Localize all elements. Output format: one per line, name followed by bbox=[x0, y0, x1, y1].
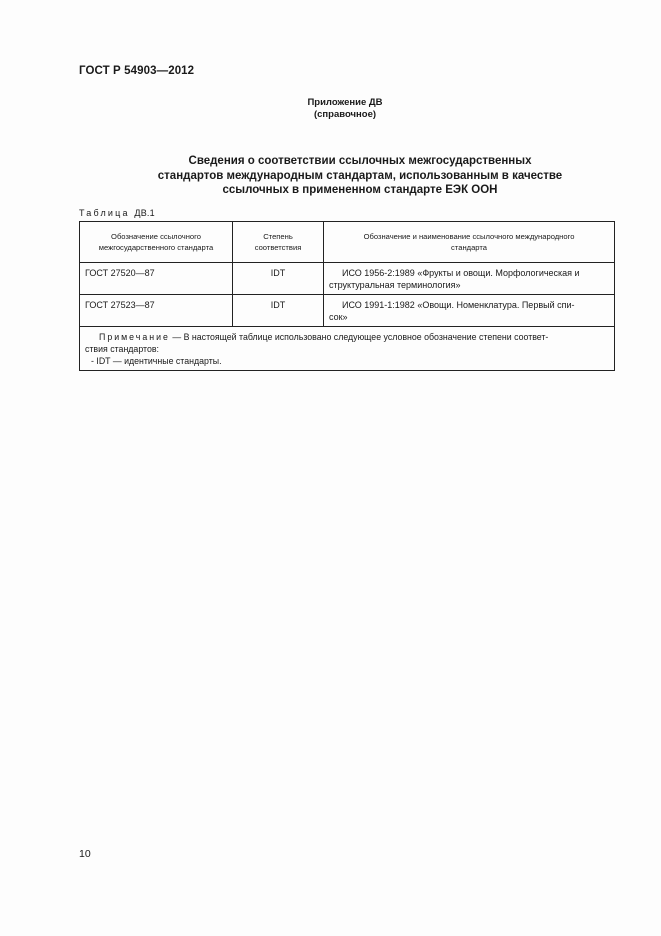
heading-line: Сведения о соответствии ссылочных межгосударственных bbox=[188, 155, 532, 167]
note-line bbox=[85, 331, 609, 343]
international-standard-cell bbox=[324, 263, 615, 295]
appendix-title: Приложение ДВ bbox=[307, 97, 383, 108]
header-text: стандарта bbox=[451, 243, 487, 252]
column-header-degree bbox=[233, 222, 324, 263]
header-text: межгосударственного стандарта bbox=[98, 243, 214, 252]
section-heading bbox=[100, 154, 620, 198]
header-text: Степень bbox=[263, 232, 293, 241]
note-text: — В настоящей таблице использовано следующее условное обозначение степени соответ- bbox=[169, 332, 549, 342]
table-row bbox=[80, 263, 615, 295]
standard-cell: ГОСТ 27520—87 bbox=[80, 263, 233, 295]
cell-line: ИСО 1991-1:1982 «Овощи. Номенклатура. Первый спи- bbox=[342, 300, 575, 310]
note-line: ствия стандартов: bbox=[85, 344, 159, 354]
degree-cell: IDT bbox=[233, 295, 324, 327]
document-code: ГОСТ Р 54903—2012 bbox=[79, 65, 195, 77]
header-text: соответствия bbox=[254, 243, 302, 252]
table-note bbox=[80, 327, 615, 371]
table-note-row bbox=[80, 327, 615, 371]
degree-cell: IDT bbox=[233, 263, 324, 295]
column-header-international-standard bbox=[324, 222, 615, 263]
appendix-label bbox=[0, 97, 661, 121]
table-header-row bbox=[80, 222, 615, 263]
cell-line: сок» bbox=[329, 312, 348, 322]
table-caption bbox=[79, 208, 155, 218]
appendix-subtitle: (справочное) bbox=[313, 109, 377, 120]
standard-cell: ГОСТ 27523—87 bbox=[80, 295, 233, 327]
table-caption-number: ДВ.1 bbox=[134, 208, 155, 218]
table-caption-word: Таблица bbox=[79, 208, 130, 218]
heading-line: ссылочных в примененном стандарте ЕЭК ООН bbox=[222, 184, 498, 196]
cell-line: ИСО 1956-2:1989 «Фрукты и овощи. Морфологическая и bbox=[342, 268, 580, 278]
table-row bbox=[80, 295, 615, 327]
header-text: Обозначение и наименование ссылочного международного bbox=[363, 232, 575, 241]
page-number: 10 bbox=[79, 848, 91, 860]
reference-table bbox=[79, 221, 615, 371]
header-text: Обозначение ссылочного bbox=[111, 232, 201, 241]
note-item: - IDT — идентичные стандарты. bbox=[91, 356, 222, 366]
international-standard-cell bbox=[324, 295, 615, 327]
column-header-standard bbox=[80, 222, 233, 263]
heading-line: стандартов международным стандартам, использованным в качестве bbox=[157, 169, 563, 182]
note-label: Примечание bbox=[99, 332, 170, 342]
cell-line: структуральная терминология» bbox=[329, 280, 461, 290]
